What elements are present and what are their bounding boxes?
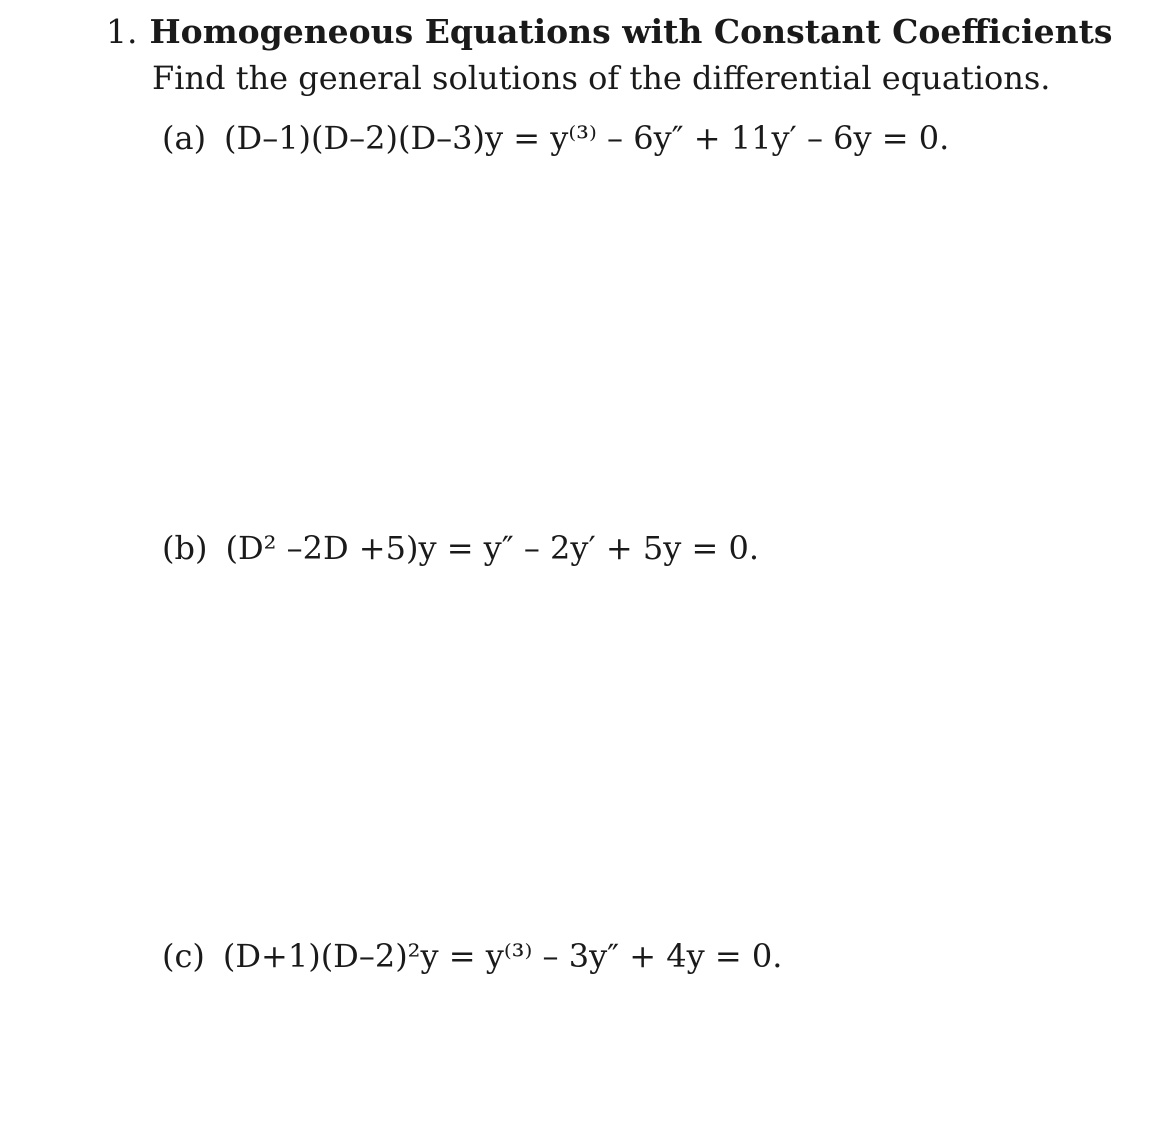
problem-equation: (D–1)(D–2)(D–3)y = y⁽³⁾ – 6y″ + 11y′ – 6y = 0. xyxy=(224,119,950,157)
problem-equation: (D+1)(D–2)²y = y⁽³⁾ – 3y″ + 4y = 0. xyxy=(222,937,783,975)
problem-label: (a) xyxy=(162,119,207,157)
section-heading xyxy=(106,12,1112,52)
problem-b xyxy=(162,528,759,568)
problem-a xyxy=(162,118,949,158)
problem-label: (c) xyxy=(162,937,205,975)
section-title: Homogeneous Equations with Constant Coefficients xyxy=(149,12,1113,51)
instruction-text: Find the general solutions of the differential equations. xyxy=(152,59,1051,97)
problem-equation: (D² –2D +5)y = y″ – 2y′ + 5y = 0. xyxy=(225,529,760,567)
section-number: 1. xyxy=(106,12,138,51)
problem-label: (b) xyxy=(162,529,208,567)
problem-c xyxy=(162,936,782,976)
